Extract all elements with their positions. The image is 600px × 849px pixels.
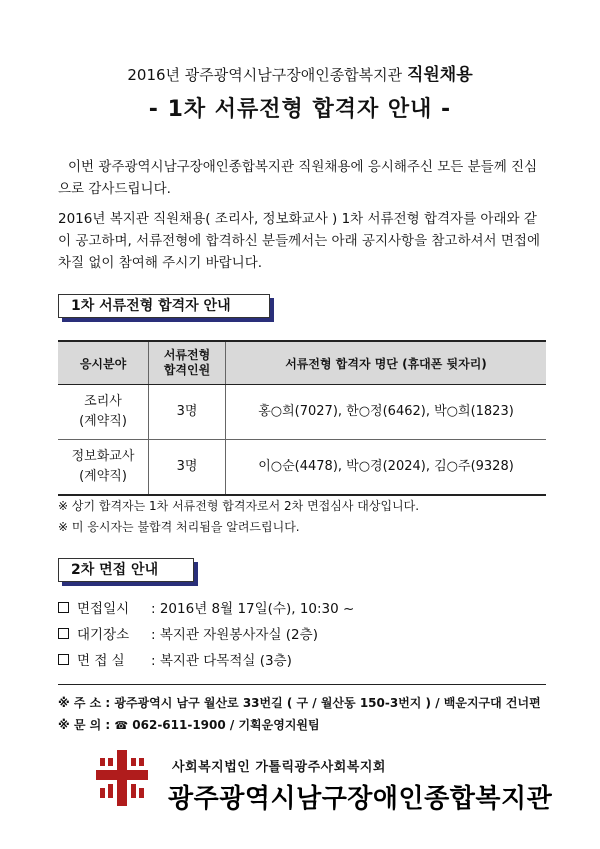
- item-value: : 2016년 8월 17일(수), 10:30 ~: [151, 601, 355, 617]
- contact-phone: 062-611-1900 / 기획운영지원팀: [132, 718, 320, 732]
- organization-name: 광주광역시남구장애인종합복지관: [168, 784, 553, 814]
- page-title: - 1차 서류전형 합격자 안내 -: [148, 97, 452, 122]
- cell-names: 홍○희(7027), 한○정(6462), 박○희(1823): [226, 385, 547, 440]
- table-row: [58, 440, 546, 496]
- checkbox-square-icon: [58, 628, 69, 639]
- section-label-results: 1차 서류전형 합격자 안내: [58, 294, 270, 318]
- field-name: 정보화교사: [71, 449, 135, 464]
- table-row: [58, 385, 546, 440]
- column-header-count: 서류전형 합격인원: [149, 341, 226, 385]
- item-label: 면 접 실: [77, 653, 125, 669]
- cell-names: 이○순(4478), 박○경(2024), 김○주(9328): [226, 440, 547, 496]
- note-2: ※ 미 응시자는 불합격 처리됨을 알려드립니다.: [58, 520, 300, 534]
- item-label: 대기장소: [77, 627, 130, 643]
- results-table: [58, 340, 546, 496]
- item-label: 면접일시: [77, 601, 130, 617]
- item-value: : 복지관 자원봉사자실 (2층): [151, 627, 318, 643]
- intro-paragraph-2: 2016년 복지관 직원채용( 조리사, 정보화교사 ) 1차 서류전형 합격자를 아래와 같이 공고하며, 서류전형에 합격하신 분들께서는 아래 공지사항을 참고하셔서 면접에 차질 없이 참여해 주시기 바랍니다.: [58, 211, 541, 271]
- checkbox-square-icon: [58, 602, 69, 613]
- header-org: 2016년 광주광역시남구장애인종합복지관: [127, 66, 403, 84]
- cell-count: 3명: [149, 385, 226, 440]
- interview-item-waiting-room: [58, 624, 318, 646]
- phone-icon: ☎: [114, 719, 129, 732]
- contact-line: [58, 716, 320, 733]
- organization-logo-icon: [90, 746, 154, 810]
- interview-item-room: [58, 650, 292, 672]
- header-emphasis: 직원채용: [406, 65, 473, 85]
- column-header-field: 응시분야: [58, 341, 149, 385]
- field-type: (계약직): [79, 414, 127, 429]
- interview-item-datetime: [58, 598, 354, 620]
- header-line: [0, 60, 600, 85]
- divider: [58, 684, 546, 685]
- cell-count: 3명: [149, 440, 226, 496]
- address-line: ※ 주 소 : 광주광역시 남구 월산로 33번길 ( 구 / 월산동 150-3번지 ) / 백운지구대 건너편: [58, 696, 541, 710]
- intro-paragraph-1: 이번 광주광역시남구장애인종합복지관 직원채용에 응시해주신 모든 분들께 진심으로 감사드립니다.: [58, 159, 538, 197]
- table-header-row: [58, 341, 546, 385]
- cell-field: [58, 440, 149, 496]
- cell-field: [58, 385, 149, 440]
- item-value: : 복지관 다목적실 (3층): [151, 653, 292, 669]
- note-1: ※ 상기 합격자는 1차 서류전형 합격자로서 2차 면접심사 대상입니다.: [58, 499, 420, 513]
- column-header-names: 서류전형 합격자 명단 (휴대폰 뒷자리): [226, 341, 547, 385]
- checkbox-square-icon: [58, 654, 69, 665]
- field-type: (계약직): [79, 469, 127, 484]
- organization-subtitle: 사회복지법인 가톨릭광주사회복지회: [172, 760, 386, 775]
- section-label-interview: 2차 면접 안내: [58, 558, 194, 582]
- contact-prefix: ※ 문 의 :: [58, 718, 115, 732]
- field-name: 조리사: [84, 394, 122, 409]
